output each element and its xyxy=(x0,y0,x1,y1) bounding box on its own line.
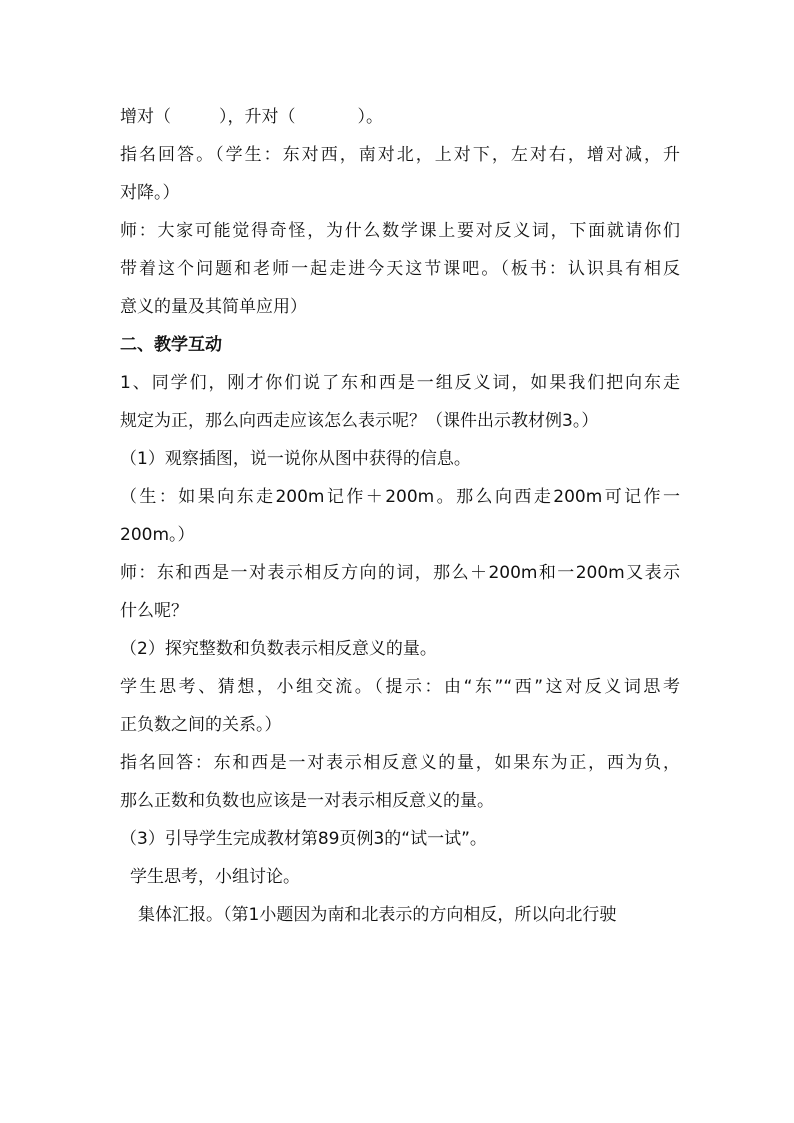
text-line: 200m。） xyxy=(120,525,195,545)
document-body xyxy=(120,98,680,934)
text-line: 学生思考、猜想，小组交流。（提示：由“东”“西”这对反义词思考 xyxy=(120,677,680,697)
text-line: 师：东和西是一对表示相反方向的词，那么＋200m和一200m又表示 xyxy=(120,563,680,583)
text-line: （2）探究整数和负数表示相反意义的量。 xyxy=(120,639,437,659)
text-line: 1、同学们，刚才你们说了东和西是一组反义词，如果我们把向东走 xyxy=(120,373,680,393)
text-line: 对降。） xyxy=(120,183,180,203)
text-line: 师：大家可能觉得奇怪，为什么数学课上要对反义词，下面就请你们 xyxy=(120,221,680,241)
text-fragment: ），升对（ xyxy=(219,107,296,127)
text-line: 学生思考，小组讨论。 xyxy=(130,867,300,887)
text-line: 什么呢？ xyxy=(120,601,188,621)
text-line xyxy=(120,98,680,136)
text-line: 规定为正，那么向西走应该怎么表示呢？（课件出示教材例3。） xyxy=(120,411,599,431)
text-line: 集体汇报。（第1小题因为南和北表示的方向相反，所以向北行驶 xyxy=(138,905,617,925)
text-line: （1）观察插图，说一说你从图中获得的信息。 xyxy=(120,449,471,469)
text-line: 带着这个问题和老师一起走进今天这节课吧。（板书：认识具有相反 xyxy=(120,259,680,279)
text-line: 意义的量及其简单应用） xyxy=(120,297,307,317)
text-line: （生：如果向东走200m记作＋200m。那么向西走200m可记作一 xyxy=(120,487,680,507)
text-line: 正负数之间的关系。） xyxy=(120,715,282,735)
section-heading: 二、教学互动 xyxy=(120,335,222,355)
text-line: 指名回答：东和西是一对表示相反意义的量，如果东为正，西为负， xyxy=(120,753,680,773)
text-fragment: ）。 xyxy=(357,107,383,127)
text-line: （3）引导学生完成教材第89页例3的“试一试”。 xyxy=(120,829,487,849)
text-line: 那么正数和负数也应该是一对表示相反意义的量。 xyxy=(120,791,494,811)
text-line: 指名回答。（学生：东对西，南对北，上对下，左对右，增对减，升 xyxy=(120,145,680,165)
text-fragment: 增对（ xyxy=(120,107,171,127)
